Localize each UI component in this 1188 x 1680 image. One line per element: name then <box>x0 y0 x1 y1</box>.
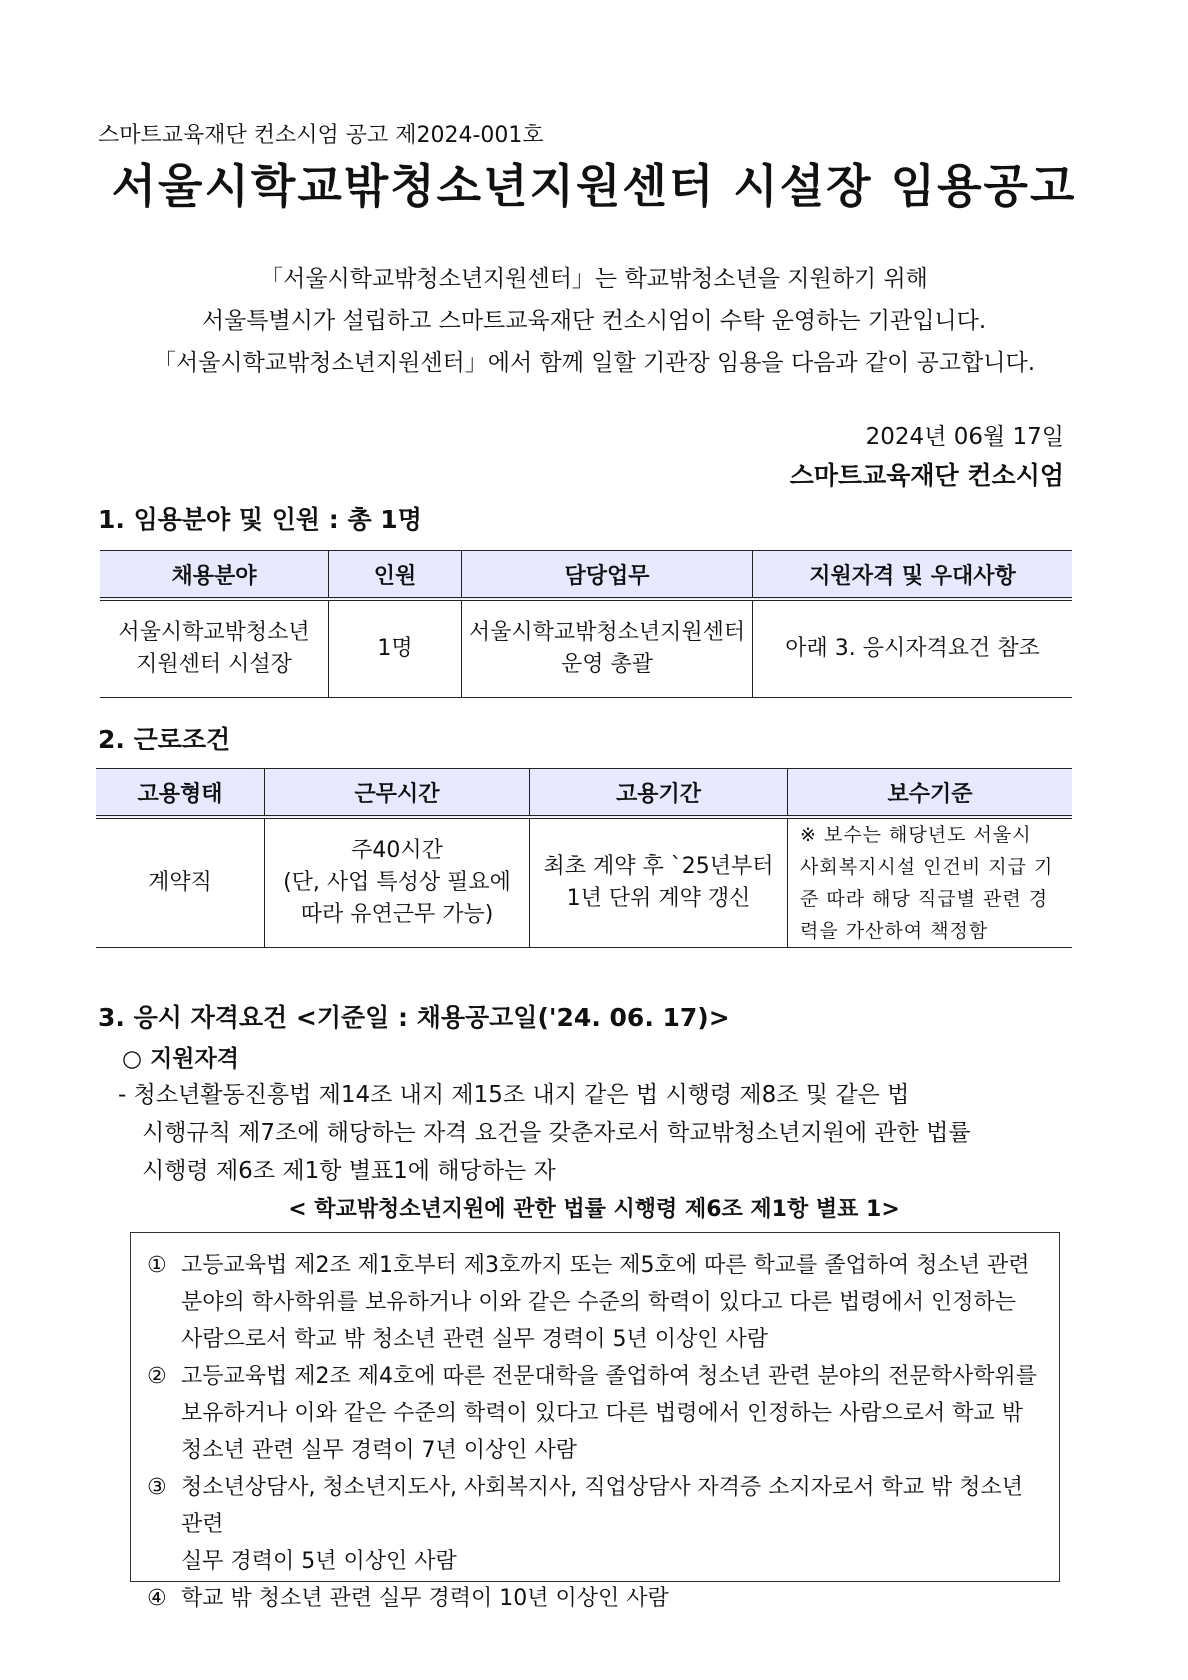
cell-line: 주40시간 <box>351 838 443 863</box>
header-cell: 담당업무 <box>462 551 753 600</box>
intro-line: 「서울시학교밖청소년지원센터」는 학교밖청소년을 지원하기 위해 <box>260 266 928 292</box>
cell-line: (단, 사업 특성상 필요에 <box>283 870 511 895</box>
item-line: 실무 경력이 5년 이상인 사람 <box>181 1549 457 1574</box>
list-item <box>147 1358 1043 1469</box>
list-item <box>147 1580 1043 1617</box>
intro-line: 서울특별시가 설립하고 스마트교육재단 컨소시엄이 수탁 운영하는 기관입니다. <box>201 308 987 334</box>
period-cell <box>530 817 788 948</box>
page-title: 서울시학교밖청소년지원센터 시설장 임용공고 <box>111 159 1077 213</box>
item-number: ② <box>147 1364 167 1389</box>
cell-line: ※ 보수는 해당년도 서울시 <box>800 824 1032 846</box>
subsection-heading: ○ 지원자격 <box>122 1046 239 1072</box>
cell-line: 지원센터 시설장 <box>136 651 292 677</box>
header-cell: 근무시간 <box>265 769 530 818</box>
header-cell: 보수기준 <box>788 769 1073 818</box>
cell-line: 운영 총괄 <box>560 651 653 677</box>
table-row <box>96 817 1072 948</box>
item-line: 사람으로서 학교 밖 청소년 관련 실무 경력이 5년 이상인 사람 <box>181 1327 768 1352</box>
item-line: 보유하거나 이와 같은 수준의 학력이 있다고 다른 법령에서 인정하는 사람으로서 학교 밖 <box>181 1401 1023 1426</box>
item-number: ④ <box>147 1586 167 1611</box>
list-item <box>147 1247 1043 1358</box>
intro-paragraph <box>60 258 1128 384</box>
cell-line: 서울시학교밖청소년지원센터 <box>468 619 746 645</box>
para-line: - 청소년활동진흥법 제14조 내지 제15조 내지 같은 법 시행령 제8조 및 같은 법 <box>118 1082 910 1108</box>
cell-line: 최초 계약 후 `25년부터 <box>543 854 774 879</box>
field-cell <box>100 599 329 697</box>
header-cell: 고용기간 <box>530 769 788 818</box>
para-line: 시행령 제6조 제1항 별표1에 해당하는 자 <box>142 1158 556 1184</box>
item-line: 청소년상담사, 청소년지도사, 사회복지사, 직업상담사 자격증 소지자로서 학교 밖 청소년 관련 <box>181 1475 1023 1537</box>
item-line: 분야의 학사학위를 보유하거나 이와 같은 수준의 학력이 있다고 다른 법령에서 인정하는 <box>181 1290 1017 1315</box>
notice-number: 스마트교육재단 컨소시엄 공고 제2024-001호 <box>98 123 544 148</box>
table-header-row <box>100 551 1072 600</box>
cell-line: 준 따라 해당 직급별 관련 경 <box>800 888 1049 910</box>
employment-type-cell: 계약직 <box>96 817 265 948</box>
para-line: 시행규칙 제7조에 해당하는 자격 요건을 갖춘자로서 학교밖청소년지원에 관한 법률 <box>142 1120 971 1146</box>
item-line: 고등교육법 제2조 제1호부터 제3호까지 또는 제5호에 따른 학교를 졸업하여 청소년 관련 <box>181 1253 1030 1278</box>
pay-cell <box>788 817 1073 948</box>
cell-line: 사회복지시설 인건비 지급 기 <box>800 856 1054 878</box>
table-caption: < 학교밖청소년지원에 관한 법률 시행령 제6조 제1항 별표 1> <box>288 1197 900 1222</box>
duty-cell <box>462 599 753 697</box>
header-cell: 고용형태 <box>96 769 265 818</box>
item-line: 고등교육법 제2조 제4호에 따른 전문대학을 졸업하여 청소년 관련 분야의 전문학사학위를 <box>181 1364 1038 1389</box>
item-line: 청소년 관련 실무 경력이 7년 이상인 사람 <box>181 1438 577 1463</box>
table-header-row <box>96 769 1072 818</box>
section2-heading: 2. 근로조건 <box>98 725 231 754</box>
qualification-box <box>130 1232 1060 1611</box>
list-item <box>147 1469 1043 1580</box>
header-cell: 채용분야 <box>100 551 329 600</box>
issuing-org: 스마트교육재단 컨소시엄 <box>789 461 1064 490</box>
cell-line: 1년 단위 계약 갱신 <box>566 886 751 911</box>
cell-line: 력을 가산하여 책정함 <box>800 920 989 942</box>
header-cell: 지원자격 및 우대사항 <box>753 551 1073 600</box>
section3-heading: 3. 응시 자격요건 <기준일 : 채용공고일('24. 06. 17)> <box>98 1003 730 1032</box>
table-row <box>100 599 1072 697</box>
count-cell: 1명 <box>329 599 462 697</box>
intro-line: 「서울시학교밖청소년지원센터」에서 함께 일할 기관장 임용을 다음과 같이 공고합니다. <box>152 350 1036 376</box>
cell-line: 따라 유연근무 가능) <box>300 902 494 927</box>
section1-heading: 1. 임용분야 및 인원 : 총 1명 <box>98 505 422 534</box>
qualification-paragraph <box>118 1076 1078 1190</box>
recruitment-table <box>100 550 1072 698</box>
hours-cell <box>265 817 530 948</box>
item-number: ③ <box>147 1475 167 1500</box>
item-line: 학교 밖 청소년 관련 실무 경력이 10년 이상인 사람 <box>181 1586 669 1611</box>
conditions-table <box>96 768 1072 948</box>
header-cell: 인원 <box>329 551 462 600</box>
notice-date: 2024년 06월 17일 <box>865 424 1064 450</box>
cell-line: 서울시학교밖청소년 <box>118 619 310 645</box>
item-number: ① <box>147 1253 167 1278</box>
qualification-cell: 아래 3. 응시자격요건 참조 <box>753 599 1073 697</box>
